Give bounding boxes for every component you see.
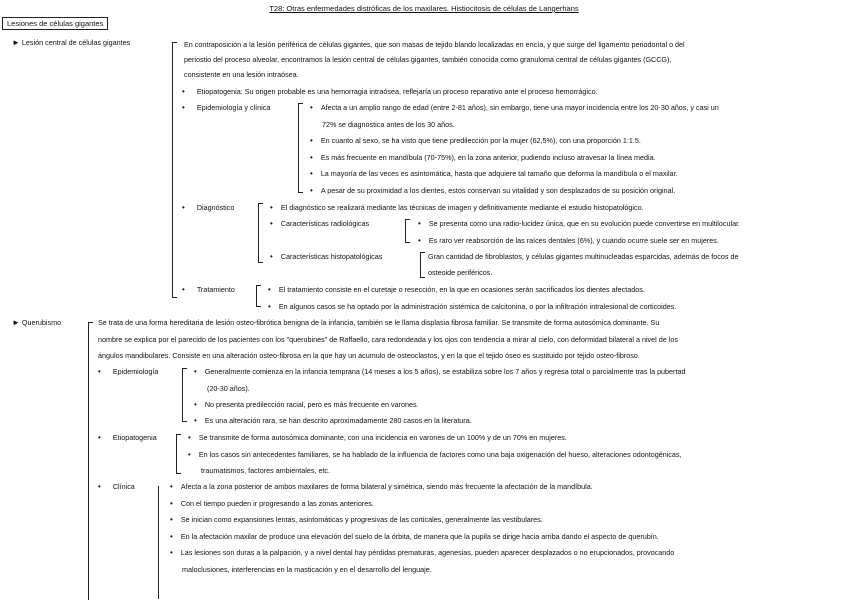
- list-item: • Afecta a la zona posterior de ambos maxilares de forma bilateral y simétrica, siendo más frecuente la afectación de la mandíbula.: [170, 482, 593, 491]
- bullet-dot-icon: •: [182, 87, 185, 96]
- brace-histo: [420, 252, 425, 278]
- lesion-epidemiologia-label: • Epidemiología y clínica: [182, 103, 271, 112]
- lesion-diagnostico-label: • Diagnóstico: [182, 203, 235, 212]
- list-item: • A pesar de su proximidad a los dientes, estos conservan su vitalidad y son desplazados de su posición original.: [310, 186, 676, 195]
- brace-tratamiento: [256, 285, 261, 307]
- lesion-tratamiento-label: • Tratamiento: [182, 285, 235, 294]
- list-item: • No presenta predilección racial, pero es más frecuente en varones.: [194, 400, 419, 409]
- querubismo-intro-line: ángulos mandibulares. Consiste en una alteración osteo-fibrosa en la que hay un acumulo de osteoclastos, y en la que el tejido óseo es sustituido por tejido osteo-fibroso.: [98, 351, 640, 360]
- list-item: • Características histopatológicas: [270, 252, 383, 261]
- list-item: • En la afectación maxilar de produce una elevación del suelo de la órbita, de manera que la pupila se dirige hacia arriba dando el aspecto de querubín.: [170, 532, 659, 541]
- list-item: osteoide periféricos.: [428, 268, 493, 277]
- document-title: T28: Otras enfermedades distróficas de los maxilares. Histiocitosis de células de Langerhans: [269, 4, 579, 13]
- list-item: • Se transmite de forma autosómica dominante, con una incidencia en varones de un 100% y de un 70% en mujeres.: [188, 433, 567, 442]
- list-item: • Con el tiempo pueden ir progresando a las zonas anteriores.: [170, 499, 374, 508]
- lesion-etiopatogenia: • Etiopatogenia: Su origen probable es una hemorragia intraósea, reflejaría un proceso reparativo ante el proceso hemorrágico.: [182, 87, 598, 96]
- list-item: maloclusiones, interferencias en la masticación y en el desarrollo del lenguaje.: [182, 565, 432, 574]
- bullet-dot-icon: •: [182, 203, 185, 212]
- arrow-bullet-icon: ►: [12, 318, 20, 327]
- brace-diagnostico: [258, 203, 263, 263]
- bullet-dot-icon: •: [98, 367, 101, 376]
- list-item: • En algunos casos se ha optado por la administración sistémica de calcitonina, o por la infiltración intralesional de corticoides.: [268, 302, 677, 311]
- brace-querubismo: [88, 322, 93, 600]
- brace-q-clinica: [158, 486, 163, 599]
- list-item: • En los casos sin antecedentes familiares, se ha hablado de la influencia de factores como una baja oxigenación del hueso, alteraciones odontogénicas,: [188, 450, 682, 459]
- querubismo-intro-line: nombre se explica por el parecido de los pacientes con los "querubines" de Raffaello, cara redondeada y los ojos con tendencia a mirar al cielo, con deformidad bilateral a nivel de los: [98, 335, 678, 344]
- list-item: • Generalmente comienza en la infancia temprana (14 meses a los 5 años), se estabiliza sobre los 7 años y regresa total o parcialmente tras la pubertad: [194, 367, 686, 376]
- list-item: • Es más frecuente en mandíbula (70-75%), en la zona anterior, pudiendo incluso atravesar la línea media.: [310, 153, 656, 162]
- list-item: • El tratamiento consiste en el curetaje o resección, en la que en ocasiones serán sacrificados los dientes afectados.: [268, 285, 645, 294]
- bullet-dot-icon: •: [98, 433, 101, 442]
- bullet-dot-icon: •: [182, 103, 185, 112]
- querubismo-intro-line: Se trata de una forma hereditaria de lesión osteo-fibrótica benigna de la infancia, también se le llama displasia fibrosa familiar. Se transmite de forma autosómica dominante. Su: [98, 318, 660, 327]
- list-item: • Se inician como expansiones lentas, asintomáticas y progresivas de las corticales, generalmente las vestibulares.: [170, 515, 543, 524]
- brace-q-etiopatogenia: [176, 434, 181, 474]
- lesion-intro-line: consistente en una lesión intraósea.: [184, 70, 299, 79]
- querubismo-epidemiologia-label: • Epidemiología: [98, 367, 159, 376]
- list-item: • En cuanto al sexo, se ha visto que tiene predilección por la mujer (62,5%), con una proporción 1:1.5.: [310, 136, 641, 145]
- brace-lesion: [172, 42, 177, 298]
- querubismo-clinica-label: • Clínica: [98, 482, 135, 491]
- list-item: (20-30 años).: [207, 384, 250, 393]
- querubismo-heading: ► Querubismo: [12, 318, 62, 327]
- lesion-intro-line: En contraposición a la lesión periférica de células gigantes, que son masas de tejido blando localizadas en encía, y que surge del ligamento periodontal o del: [184, 40, 685, 49]
- list-item: • Es raro ver reabsorción de las raíces dentales (6%), y cuando ocurre suele ser en mujeres.: [418, 236, 719, 245]
- list-item: • Afecta a un amplio rango de edad (entre 2-81 años), sin embargo, tiene una mayor incidencia entre los 20-30 años, y casi un: [310, 103, 719, 112]
- arrow-bullet-icon: ►: [12, 38, 20, 47]
- list-item: 72% se diagnostica antes de los 30 años.: [322, 120, 455, 129]
- list-item: • Se presenta como una radio-lucidez única, que en su evolución puede convertirse en multilocular.: [418, 219, 741, 228]
- list-item: Gran cantidad de fibroblastos, y células gigantes multinucleadas esparcidas, además de focos de: [428, 252, 739, 261]
- lesion-central-heading: ► Lesión central de células gigantes: [12, 38, 131, 47]
- list-item: • Características radiológicas: [270, 219, 370, 228]
- lesion-intro-line: periostio del proceso alveolar, encontramos la lesión central de células gigantes, también conocida como granuloma central de células gigantes (GCCG),: [184, 55, 672, 64]
- list-item: traumatismos, factores ambientales, etc.: [201, 466, 331, 475]
- brace-q-epidemiologia: [182, 368, 187, 422]
- list-item: • La mayoría de las veces es asintomática, hasta que adquiere tal tamaño que deforma la mandíbula o el maxilar.: [310, 169, 678, 178]
- querubismo-etiopatogenia-label: • Etiopatogenia: [98, 433, 157, 442]
- brace-epidemiologia: [298, 103, 303, 193]
- bullet-dot-icon: •: [182, 285, 185, 294]
- section-heading-box: Lesiones de células gigantes: [2, 17, 108, 30]
- bullet-dot-icon: •: [98, 482, 101, 491]
- list-item: • El diagnóstico se realizará mediante las técnicas de imagen y definitivamente mediante el estudio histopatológico.: [270, 203, 644, 212]
- list-item: • Las lesiones son duras a la palpación, y a nivel dental hay pérdidas prematuras, agenesias, pueden aparecer desplazados o no erupcionados, provocando: [170, 548, 675, 557]
- brace-radiologicas: [405, 219, 410, 243]
- list-item: • Es una alteración rara, se han descrito aproximadamente 280 casos en la literatura.: [194, 416, 472, 425]
